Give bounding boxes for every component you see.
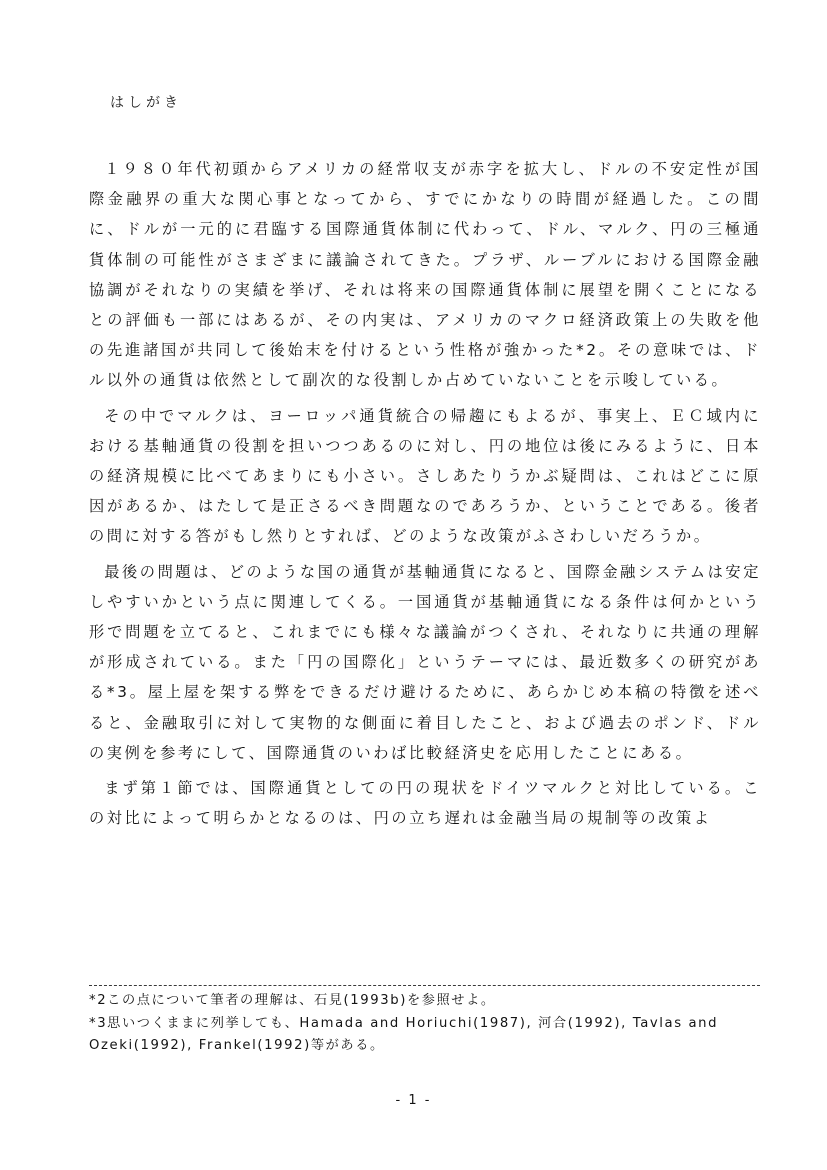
paragraph-3: 最後の問題は、どのような国の通貨が基軸通貨になると、国際金融システムは安定しやすいかという点に関連してくる。一国通貨が基軸通貨になる条件は何かという形で問題を立てると、これまでにも様々な議論がつくされ、それなりに共通の理解が形成されている。また「円の国際化」というテーマには、最近数多くの研究がある*3。屋上屋を架する弊をできるだけ避けるために、あらかじめ本稿の特徴を述べると、金融取引に対して実物的な側面に着目したこと、および過去のポンド、ドルの実例を参考にして、国際通貨のいわば比較経済史を応用したことにある。 xyxy=(89,562,761,762)
page-number: - 1 - xyxy=(395,1093,432,1108)
footnote-divider xyxy=(89,985,760,986)
paragraph-1: １９８０年代初頭からアメリカの経常収支が赤字を拡大し、ドルの不安定性が国際金融界の重大な関心事となってから、すでにかなりの時間が経過した。この間に、ドルが一元的に君臨する国際通貨体制に代わって、ドル、マルク、円の三極通貨体制の可能性がさまざまに議論されてきた。プラザ、ルーブルにおける国際金融協調がそれなりの実績を挙げ、それは将来の国際通貨体制に展望を開くことになるとの評価も一部にはあるが、その内実は、アメリカのマクロ経済政策上の失敗を他の先進諸国が共同して後始末を付けるという性格が強かった*2。その意味では、ドル以外の通貨は依然として副次的な役割しか占めていないことを示唆している。 xyxy=(89,160,761,390)
section-heading: はしがき xyxy=(110,95,182,111)
paragraph-2: その中でマルクは、ヨーロッパ通貨統合の帰趨にもよるが、事実上、ＥＣ域内における基軸通貨の役割を担いつつあるのに対し、円の地位は後にみるように、日本の経済規模に比べてあまりにも小さい。さしあたりうかぶ疑問は、これはどこに原因があるか、はたして是正さるべき問題なのであろうか、ということである。後者の問に対する答がもし然りとすれば、どのような改策がふさわしいだろうか。 xyxy=(89,406,761,546)
paragraph-4: まず第１節では、国際通貨としての円の現状をドイツマルクと対比している。この対比によって明らかとなるのは、円の立ち遅れは金融当局の規制等の改策よ xyxy=(89,779,761,828)
body-text xyxy=(89,154,761,838)
footnote-3: *3思いつくままに列挙しても、Hamada and Horiuchi(1987), 河合(1992), Tavlas and Ozeki(1992), Frankel(1992)等がある。 xyxy=(89,1015,719,1053)
footnote-2: *2この点について筆者の理解は、石見(1993b)を参照せよ。 xyxy=(89,993,496,1008)
footnotes xyxy=(89,990,761,1058)
